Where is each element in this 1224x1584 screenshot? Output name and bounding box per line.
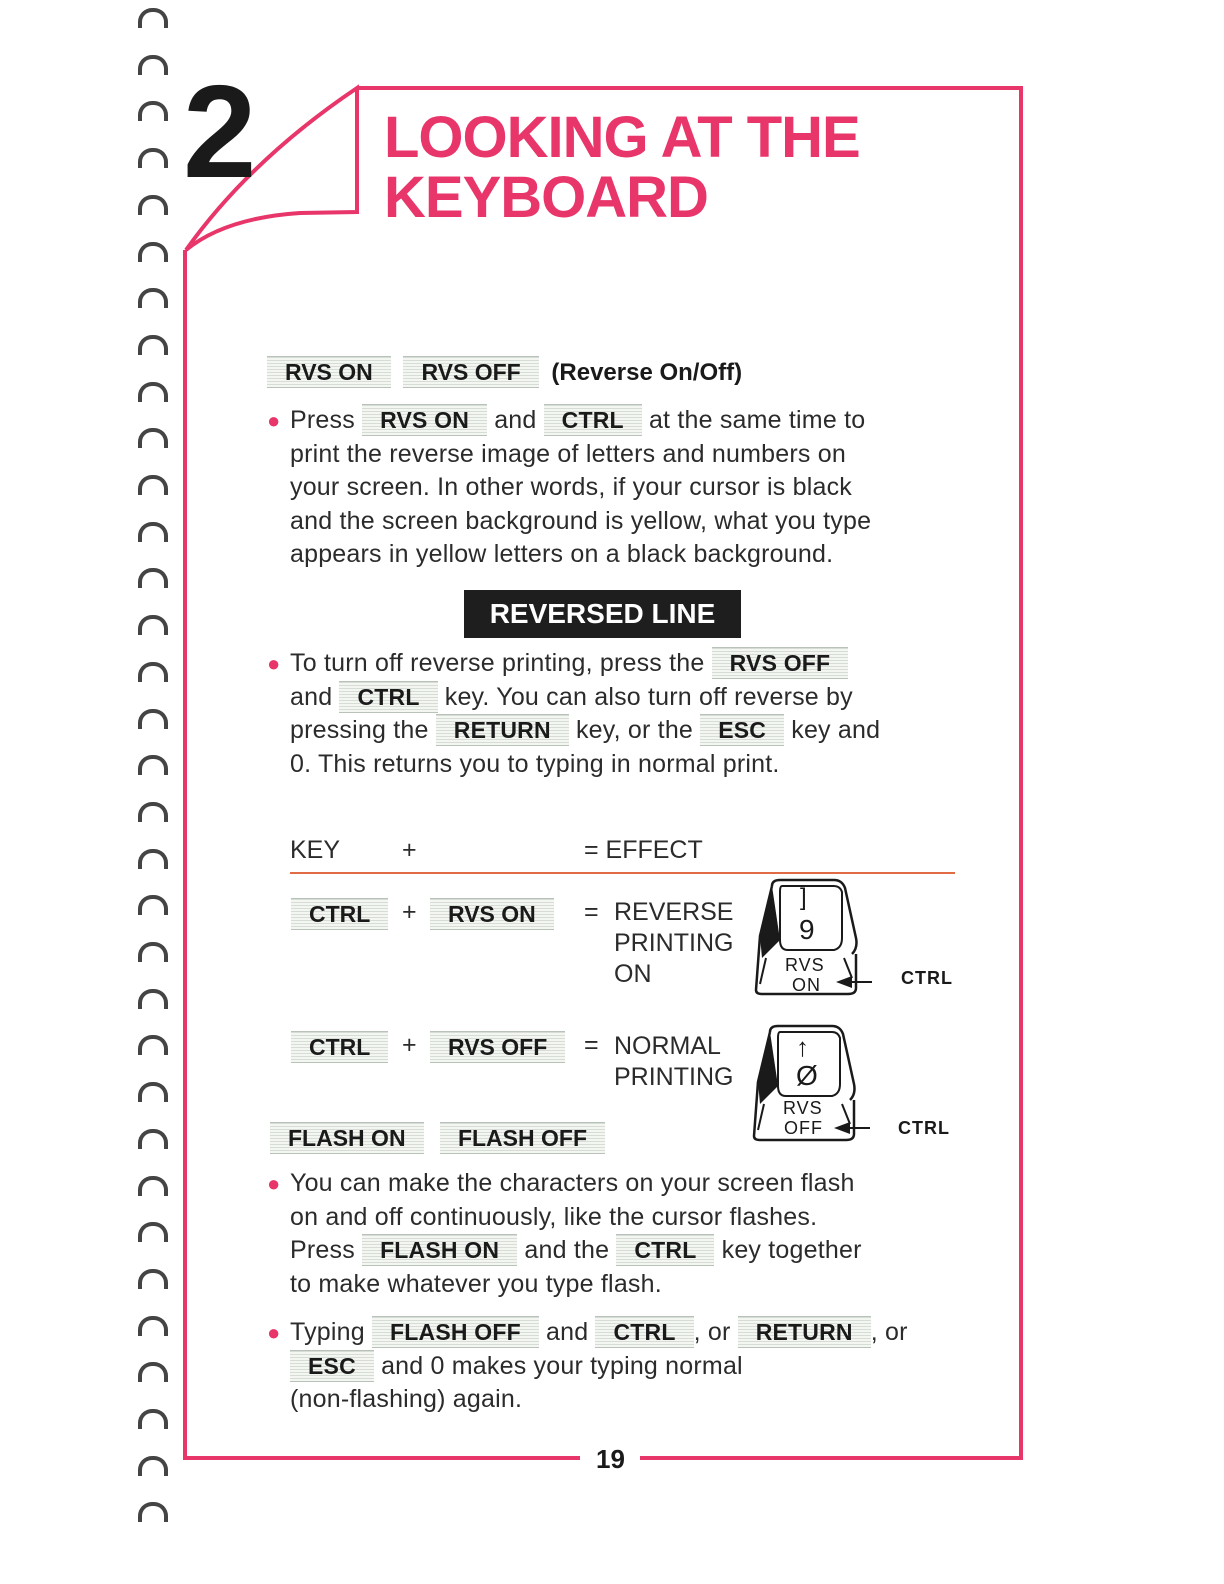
key-ctrl: CTRL [544,404,642,436]
key-ctrl: CTRL [339,681,437,713]
chapter-title [384,105,860,230]
bullet-dot: ● [267,1171,281,1196]
keycap-number: Ø [796,1060,819,1091]
key-rvs-off: RVS OFF [712,647,849,679]
keycap-label-off: OFF [784,1118,823,1138]
key-rvs-off: RVS OFF [403,356,538,388]
keycap-number: 9 [799,914,816,945]
paragraph-flash-off: Typing FLASH OFF and CTRL , or RETURN , or ESC and 0 makes your typing normal (non-flashing) again. [290,1318,908,1413]
key-flash-on: FLASH ON [362,1234,517,1266]
table-rule [290,872,955,874]
key-return: RETURN [738,1316,871,1348]
paragraph-flash-on: You can make the characters on your screen flash on and off continuously, like the cursor flashes. Press FLASH ON and the CTRL key together to make whatever you type flash. [290,1169,862,1298]
table-head-effect: = EFFECT [584,836,703,864]
effect-reverse-printing-on: REVERSE PRINTING ON [614,898,734,988]
keycap-pointer-ctrl: CTRL [898,1118,950,1138]
paragraph-reverse-off: To turn off reverse printing, press the RVS OFF and CTRL key. You can also turn off reverse by pressing the RETURN key, or the ESC key and 0. This returns you to typing in normal print. [290,649,881,778]
section-heading-label: (Reverse On/Off) [551,359,743,386]
key-ctrl: CTRL [291,1031,388,1063]
key-flash-off: FLASH OFF [372,1316,539,1348]
key-ctrl: CTRL [291,898,388,930]
keycap-label-on: ON [792,975,821,995]
equals-sign: = [584,898,599,926]
keycap-arrow-icon: ↑ [796,1032,810,1062]
keycap-label-rvs: RVS [783,1098,823,1118]
key-ctrl: CTRL [595,1316,693,1348]
bullet-dot: ● [267,408,281,433]
key-flash-off: FLASH OFF [440,1122,605,1154]
bullet-dot: ● [267,651,281,676]
key-rvs-on: RVS ON [362,404,487,436]
equals-sign: = [584,1031,599,1059]
paragraph-reverse-on: Press RVS ON and CTRL at the same time to print the reverse image of letters and numbers on your screen. In other words, if your cursor is black and the screen background is yellow, what you type appears in yellow letters on a black background. [290,406,872,568]
key-esc: ESC [700,714,784,746]
keycap-label-rvs: RVS [785,955,825,975]
chapter-title-line2: KEYBOARD [384,165,708,230]
plus-sign: + [402,1031,417,1059]
key-return: RETURN [436,714,569,746]
key-ctrl: CTRL [616,1234,714,1266]
table-head-plus: + [402,836,417,864]
key-rvs-on: RVS ON [430,898,554,930]
section-heading-reverse [267,356,742,388]
reversed-line-example: REVERSED LINE [464,590,741,638]
chapter-number: 2 [183,58,253,205]
page-number: 19 [590,1444,631,1475]
plus-sign: + [402,898,417,926]
keycap-top-symbol: ] [800,884,808,911]
chapter-title-line1: LOOKING AT THE [384,105,860,170]
key-rvs-off: RVS OFF [430,1031,565,1063]
bullet-dot: ● [267,1320,281,1345]
table-head-key: KEY [290,836,341,864]
section-heading-flash [270,1122,605,1154]
effect-normal-printing: NORMAL PRINTING [614,1032,734,1091]
keycap-pointer-ctrl: CTRL [901,968,953,988]
key-esc: ESC [290,1350,374,1382]
key-flash-on: FLASH ON [270,1122,424,1154]
key-rvs-on: RVS ON [267,356,391,388]
